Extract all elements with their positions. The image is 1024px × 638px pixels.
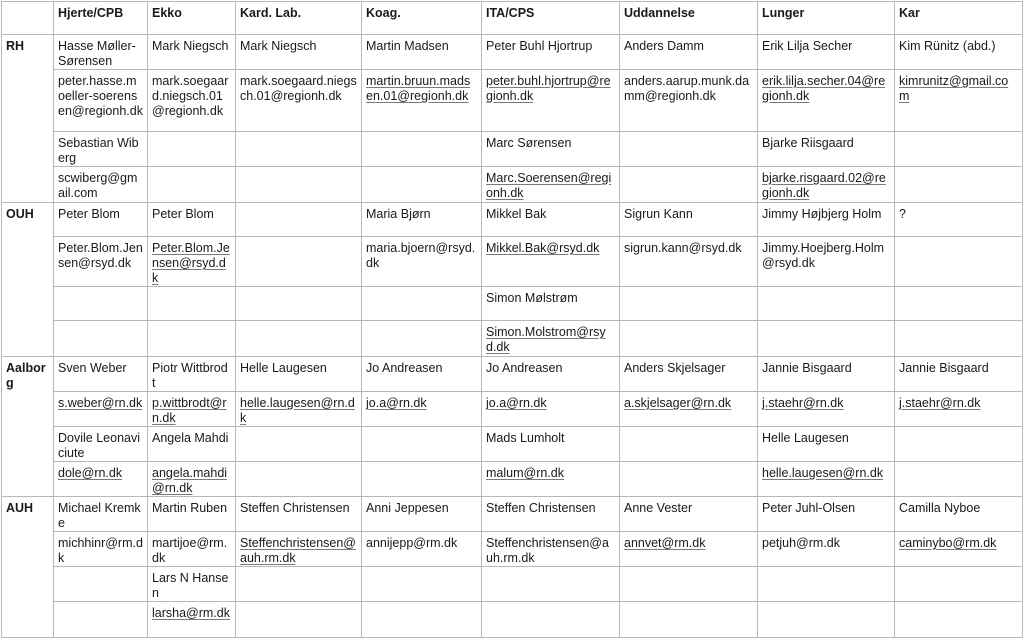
table-row bbox=[2, 357, 1023, 392]
person-name: Hasse Møller-Sørensen bbox=[58, 39, 136, 68]
email-link[interactable]: anders.aarup.munk.damm@regionh.dk bbox=[624, 74, 750, 103]
column-header: ITA/CPS bbox=[482, 2, 620, 35]
email-cell bbox=[482, 462, 620, 497]
person-name: ? bbox=[899, 207, 906, 221]
name-cell bbox=[758, 35, 895, 70]
email-link[interactable]: j.staehr@rn.dk bbox=[762, 396, 844, 410]
name-cell bbox=[620, 35, 758, 70]
person-name: Anne Vester bbox=[624, 501, 693, 515]
person-name: Steffen Christensen bbox=[240, 501, 350, 515]
email-link[interactable]: a.skjelsager@rn.dk bbox=[624, 396, 732, 410]
name-cell bbox=[482, 427, 620, 462]
email-cell bbox=[895, 167, 1023, 203]
name-cell bbox=[620, 203, 758, 237]
email-cell bbox=[482, 392, 620, 427]
name-cell bbox=[758, 357, 895, 392]
email-cell bbox=[895, 532, 1023, 567]
email-cell bbox=[362, 602, 482, 638]
name-cell bbox=[148, 357, 236, 392]
email-cell bbox=[362, 167, 482, 203]
email-cell bbox=[148, 392, 236, 427]
email-link[interactable]: j.staehr@rn.dk bbox=[899, 396, 981, 410]
column-header: Hjerte/CPB bbox=[54, 2, 148, 35]
name-cell bbox=[236, 35, 362, 70]
email-cell bbox=[620, 532, 758, 567]
email-link[interactable]: Steffenchristensen@auh.rm.dk bbox=[486, 536, 609, 565]
person-name: Mads Lumholt bbox=[486, 431, 565, 445]
name-cell bbox=[482, 567, 620, 602]
email-cell bbox=[620, 237, 758, 287]
name-cell bbox=[362, 567, 482, 602]
name-cell bbox=[895, 132, 1023, 167]
email-link[interactable]: peter.buhl.hjortrup@regionh.dk bbox=[486, 74, 611, 103]
person-name: Camilla Nyboe bbox=[899, 501, 981, 515]
name-cell bbox=[54, 427, 148, 462]
email-cell bbox=[54, 602, 148, 638]
person-name: Helle Laugesen bbox=[240, 361, 327, 375]
person-name: Steffen Christensen bbox=[486, 501, 596, 515]
table-row bbox=[2, 203, 1023, 237]
column-header: Ekko bbox=[148, 2, 236, 35]
email-cell bbox=[620, 462, 758, 497]
email-cell bbox=[758, 321, 895, 357]
name-cell bbox=[482, 497, 620, 532]
email-link[interactable]: p.wittbrodt@rn.dk bbox=[152, 396, 227, 425]
person-name: Sven Weber bbox=[58, 361, 127, 375]
email-cell bbox=[236, 321, 362, 357]
email-link[interactable]: erik.lilja.secher.04@regionh.dk bbox=[762, 74, 886, 103]
header-row bbox=[2, 2, 1023, 35]
name-cell bbox=[362, 427, 482, 462]
email-link[interactable]: maria.bjoern@rsyd.dk bbox=[366, 241, 476, 270]
email-cell bbox=[362, 70, 482, 132]
email-link[interactable]: annijepp@rm.dk bbox=[366, 536, 458, 550]
email-link[interactable]: bjarke.risgaard.02@regionh.dk bbox=[762, 171, 886, 200]
email-link[interactable]: larsha@rm.dk bbox=[152, 606, 230, 620]
table-row bbox=[2, 462, 1023, 497]
email-cell bbox=[482, 167, 620, 203]
name-cell bbox=[54, 357, 148, 392]
person-name: Peter Juhl-Olsen bbox=[762, 501, 856, 515]
person-name: Anni Jeppesen bbox=[366, 501, 449, 515]
email-cell bbox=[54, 321, 148, 357]
person-name: Peter Blom bbox=[152, 207, 214, 221]
email-cell bbox=[236, 167, 362, 203]
column-header: Kar bbox=[895, 2, 1023, 35]
name-cell bbox=[620, 427, 758, 462]
email-cell bbox=[758, 70, 895, 132]
person-name: Jannie Bisgaard bbox=[899, 361, 989, 375]
name-cell bbox=[54, 35, 148, 70]
name-cell bbox=[54, 132, 148, 167]
email-link[interactable]: malum@rn.dk bbox=[486, 466, 564, 480]
name-cell bbox=[148, 35, 236, 70]
email-link[interactable]: Jimmy.Hoejberg.Holm@rsyd.dk bbox=[762, 241, 885, 270]
email-link[interactable]: peter.hasse.moeller-soerensen@regionh.dk bbox=[58, 74, 143, 118]
name-cell bbox=[362, 203, 482, 237]
person-name: Angela Mahdi bbox=[152, 431, 229, 445]
table-row bbox=[2, 70, 1023, 132]
email-link[interactable]: scwiberg@gmail.com bbox=[58, 171, 138, 200]
email-cell bbox=[362, 532, 482, 567]
email-cell bbox=[895, 70, 1023, 132]
email-link[interactable]: Mikkel.Bak@rsyd.dk bbox=[486, 241, 600, 255]
name-cell bbox=[362, 287, 482, 321]
table-row bbox=[2, 167, 1023, 203]
table-row bbox=[2, 321, 1023, 357]
email-cell bbox=[482, 70, 620, 132]
email-cell bbox=[620, 392, 758, 427]
person-name: Piotr Wittbrodt bbox=[152, 361, 228, 390]
email-cell bbox=[758, 237, 895, 287]
email-cell bbox=[236, 602, 362, 638]
person-name: Marc Sørensen bbox=[486, 136, 572, 150]
email-cell bbox=[362, 462, 482, 497]
email-cell bbox=[620, 70, 758, 132]
table-row bbox=[2, 497, 1023, 532]
email-cell bbox=[482, 321, 620, 357]
person-name: Lars N Hansen bbox=[152, 571, 229, 600]
email-cell bbox=[895, 602, 1023, 638]
email-link[interactable]: angela.mahdi@rn.dk bbox=[152, 466, 228, 495]
name-cell bbox=[758, 203, 895, 237]
name-cell bbox=[54, 497, 148, 532]
institution-label: AUH bbox=[2, 497, 54, 638]
email-link[interactable]: Marc.Soerensen@regionh.dk bbox=[486, 171, 612, 200]
name-cell bbox=[482, 132, 620, 167]
table-row bbox=[2, 532, 1023, 567]
name-cell bbox=[236, 497, 362, 532]
email-cell bbox=[758, 167, 895, 203]
name-cell bbox=[895, 287, 1023, 321]
name-cell bbox=[54, 287, 148, 321]
name-cell bbox=[895, 203, 1023, 237]
person-name: Jo Andreasen bbox=[366, 361, 443, 375]
name-cell bbox=[620, 567, 758, 602]
email-cell bbox=[482, 237, 620, 287]
name-cell bbox=[362, 35, 482, 70]
email-cell bbox=[148, 532, 236, 567]
person-name: Jimmy Højbjerg Holm bbox=[762, 207, 882, 221]
name-cell bbox=[620, 287, 758, 321]
email-cell bbox=[54, 237, 148, 287]
name-cell bbox=[236, 567, 362, 602]
email-cell bbox=[54, 70, 148, 132]
email-cell bbox=[362, 321, 482, 357]
name-cell bbox=[148, 567, 236, 602]
corner-header bbox=[2, 2, 54, 35]
email-link[interactable]: Simon.Molstrom@rsyd.dk bbox=[486, 325, 606, 354]
table-row bbox=[2, 132, 1023, 167]
email-link[interactable]: caminybo@rm.dk bbox=[899, 536, 997, 550]
name-cell bbox=[148, 132, 236, 167]
email-link[interactable]: michhinr@rm.dk bbox=[58, 536, 143, 565]
email-cell bbox=[620, 602, 758, 638]
email-link[interactable]: annvet@rm.dk bbox=[624, 536, 706, 550]
email-cell bbox=[148, 602, 236, 638]
email-link[interactable]: martijoe@rm.dk bbox=[152, 536, 228, 565]
name-cell bbox=[148, 287, 236, 321]
name-cell bbox=[758, 287, 895, 321]
email-link[interactable]: s.weber@rn.dk bbox=[58, 396, 143, 410]
email-link[interactable]: helle.laugesen@rn.dk bbox=[762, 466, 884, 480]
email-cell bbox=[895, 321, 1023, 357]
table-row bbox=[2, 287, 1023, 321]
person-name: Simon Mølstrøm bbox=[486, 291, 578, 305]
email-link[interactable]: sigrun.kann@rsyd.dk bbox=[624, 241, 742, 255]
email-link[interactable]: kimrunitz@gmail.com bbox=[899, 74, 1009, 103]
email-cell bbox=[54, 167, 148, 203]
email-cell bbox=[54, 532, 148, 567]
person-name: Bjarke Riisgaard bbox=[762, 136, 854, 150]
name-cell bbox=[482, 203, 620, 237]
name-cell bbox=[236, 203, 362, 237]
name-cell bbox=[482, 357, 620, 392]
name-cell bbox=[482, 287, 620, 321]
email-cell bbox=[482, 532, 620, 567]
name-cell bbox=[148, 203, 236, 237]
email-link[interactable]: mark.soegaard.niegsch.01@regionh.dk bbox=[152, 74, 229, 118]
name-cell bbox=[236, 357, 362, 392]
name-cell bbox=[895, 357, 1023, 392]
column-header: Lunger bbox=[758, 2, 895, 35]
email-link[interactable]: Peter.Blom.Jensen@rsyd.dk bbox=[152, 241, 230, 285]
email-link[interactable]: mark.soegaard.niegsch.01@regionh.dk bbox=[240, 74, 357, 103]
table-row bbox=[2, 567, 1023, 602]
name-cell bbox=[758, 567, 895, 602]
name-cell bbox=[895, 35, 1023, 70]
person-name: Peter Buhl Hjortrup bbox=[486, 39, 593, 53]
person-name: Dovile Leonaviciute bbox=[58, 431, 140, 460]
name-cell bbox=[758, 427, 895, 462]
table-row bbox=[2, 427, 1023, 462]
email-cell bbox=[148, 70, 236, 132]
email-cell bbox=[620, 321, 758, 357]
name-cell bbox=[895, 497, 1023, 532]
email-cell bbox=[758, 532, 895, 567]
name-cell bbox=[54, 203, 148, 237]
institution-label: RH bbox=[2, 35, 54, 203]
email-cell bbox=[236, 532, 362, 567]
person-name: Maria Bjørn bbox=[366, 207, 431, 221]
email-cell bbox=[148, 167, 236, 203]
person-name: Kim Rünitz (abd.) bbox=[899, 39, 996, 53]
email-cell bbox=[758, 602, 895, 638]
person-name: Anders Damm bbox=[624, 39, 704, 53]
email-link[interactable]: jo.a@rn.dk bbox=[486, 396, 547, 410]
email-cell bbox=[895, 462, 1023, 497]
name-cell bbox=[620, 357, 758, 392]
name-cell bbox=[895, 567, 1023, 602]
name-cell bbox=[482, 35, 620, 70]
email-cell bbox=[148, 321, 236, 357]
person-name: Peter Blom bbox=[58, 207, 120, 221]
column-header: Kard. Lab. bbox=[236, 2, 362, 35]
name-cell bbox=[758, 132, 895, 167]
email-link[interactable]: petjuh@rm.dk bbox=[762, 536, 840, 550]
name-cell bbox=[236, 287, 362, 321]
email-cell bbox=[54, 392, 148, 427]
column-header: Uddannelse bbox=[620, 2, 758, 35]
email-link[interactable]: Steffenchristensen@auh.rm.dk bbox=[240, 536, 356, 565]
name-cell bbox=[148, 497, 236, 532]
name-cell bbox=[620, 132, 758, 167]
name-cell bbox=[895, 427, 1023, 462]
name-cell bbox=[54, 567, 148, 602]
email-cell bbox=[758, 462, 895, 497]
email-cell bbox=[362, 237, 482, 287]
email-link[interactable]: martin.bruun.madsen.01@regionh.dk bbox=[366, 74, 471, 103]
email-cell bbox=[620, 167, 758, 203]
email-cell bbox=[482, 602, 620, 638]
email-link[interactable]: helle.laugesen@rn.dk bbox=[240, 396, 355, 425]
person-name: Sigrun Kann bbox=[624, 207, 693, 221]
person-name: Anders Skjelsager bbox=[624, 361, 726, 375]
person-name: Mikkel Bak bbox=[486, 207, 547, 221]
email-cell bbox=[54, 462, 148, 497]
table-row bbox=[2, 602, 1023, 638]
email-cell bbox=[236, 237, 362, 287]
person-name: Jannie Bisgaard bbox=[762, 361, 852, 375]
email-cell bbox=[895, 392, 1023, 427]
email-link[interactable]: jo.a@rn.dk bbox=[366, 396, 427, 410]
institution-label: Aalborg bbox=[2, 357, 54, 497]
email-cell bbox=[236, 462, 362, 497]
person-name: Erik Lilja Secher bbox=[762, 39, 853, 53]
email-cell bbox=[236, 70, 362, 132]
email-link[interactable]: dole@rn.dk bbox=[58, 466, 123, 480]
name-cell bbox=[236, 427, 362, 462]
person-name: Martin Madsen bbox=[366, 39, 449, 53]
person-name: Helle Laugesen bbox=[762, 431, 849, 445]
email-cell bbox=[362, 392, 482, 427]
email-cell bbox=[148, 462, 236, 497]
email-cell bbox=[236, 392, 362, 427]
table-row bbox=[2, 35, 1023, 70]
name-cell bbox=[148, 427, 236, 462]
name-cell bbox=[758, 497, 895, 532]
column-header: Koag. bbox=[362, 2, 482, 35]
person-name: Jo Andreasen bbox=[486, 361, 563, 375]
email-cell bbox=[758, 392, 895, 427]
email-cell bbox=[895, 237, 1023, 287]
institution-label: OUH bbox=[2, 203, 54, 357]
name-cell bbox=[362, 357, 482, 392]
contact-table bbox=[1, 1, 1023, 638]
name-cell bbox=[620, 497, 758, 532]
person-name: Mark Niegsch bbox=[152, 39, 229, 53]
name-cell bbox=[362, 497, 482, 532]
person-name: Mark Niegsch bbox=[240, 39, 317, 53]
person-name: Sebastian Wiberg bbox=[58, 136, 139, 165]
person-name: Michael Kremke bbox=[58, 501, 141, 530]
table-row bbox=[2, 392, 1023, 427]
name-cell bbox=[236, 132, 362, 167]
table-row bbox=[2, 237, 1023, 287]
email-cell bbox=[148, 237, 236, 287]
name-cell bbox=[362, 132, 482, 167]
person-name: Martin Ruben bbox=[152, 501, 228, 515]
email-link[interactable]: Peter.Blom.Jensen@rsyd.dk bbox=[58, 241, 143, 270]
